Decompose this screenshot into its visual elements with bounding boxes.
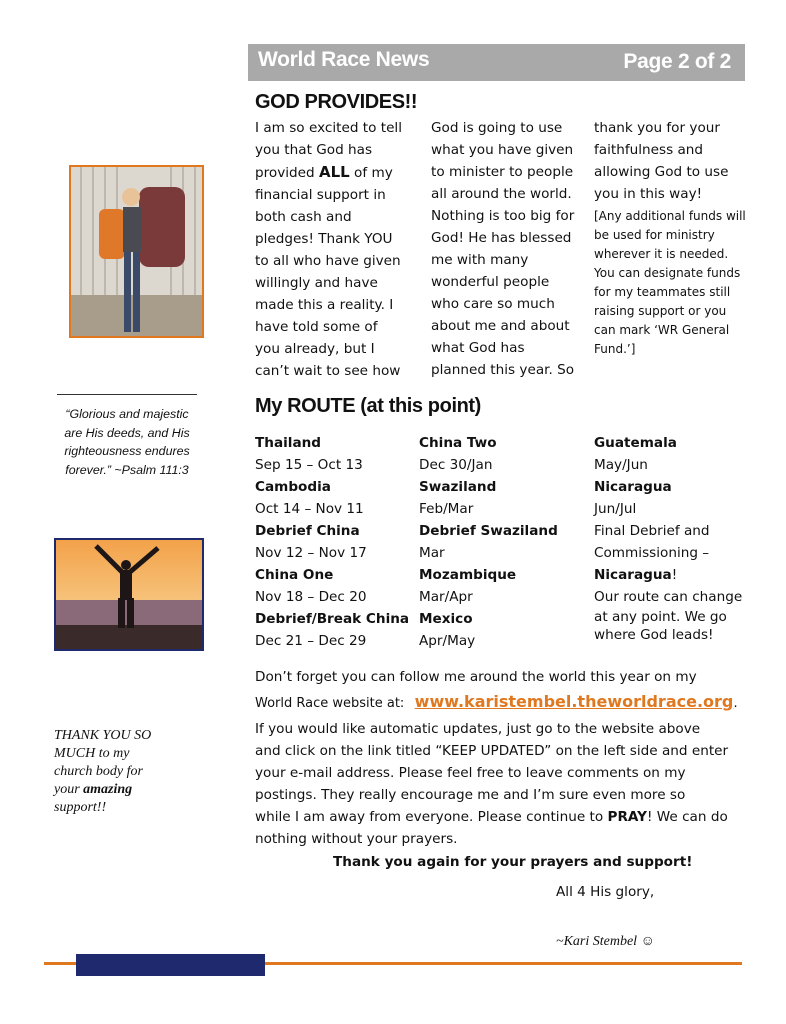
sunset-photo — [54, 538, 204, 651]
amazing-emphasis: amazing — [83, 782, 133, 797]
route-change-note: Our route can change at any point. We go where God leads! — [594, 589, 743, 643]
pray-emphasis: PRAY — [607, 809, 647, 825]
god-provides-col2: God is going to use what you have given to minister to people all around the world. Nothing is too big for God! He has blessed me with many wonderful people who care so much about me and about what God has planned this year. So — [431, 120, 575, 378]
sidebar-divider — [57, 394, 197, 395]
follow-section: Don’t forget you can follow me around the world this year on my World Race website at: www.karistembel.theworldrace.org. If you would like automatic updates, just go to the website above and click on the link titled “KEEP UPDATED” on the left side and enter your e-mail address. Please feel free to leave comments on my postings. They really encourage me and I’m sure even more so while I am away from everyone. Please continue to PRAY! We can do nothing without your prayers. — [255, 669, 738, 847]
amazing-line: your amazing — [54, 782, 133, 797]
god-provides-col3: thank you for your faithfulness and allowing God to use you in this way! [Any additional funds will be used for ministry wherever it is needed. You can designate funds for my teammates still raising support or you can mark ‘WR General Fund.’] — [594, 117, 754, 359]
psalm-quote: “Glorious and majestic are His deeds, and His righteousness endures forever.” ~Psalm 111:3 — [64, 407, 190, 477]
page-number: Page 2 of 2 — [623, 50, 731, 73]
signature: ~Kari Stembel ☺ — [556, 934, 655, 949]
route-col1: Thailand Sep 15 – Oct 13 Cambodia Oct 14 – Nov 11 Debrief China Nov 12 – Nov 17 China One Nov 18 – Dec 20 Debrief/Break China Dec 21 – Dec 29 — [255, 435, 410, 649]
god-provides-heading: GOD PROVIDES!! — [255, 91, 418, 113]
church-thanks-note: THANK YOU SO MUCH to my church body for your amazing support!! — [54, 727, 204, 817]
route-heading: My ROUTE (at this point) — [255, 395, 481, 417]
website-link[interactable]: www.karistembel.theworldrace.org — [414, 692, 734, 711]
traveler-photo-image — [71, 167, 202, 336]
sunset-photo-image — [56, 540, 202, 649]
closing-salutation: All 4 His glory, — [556, 884, 655, 900]
header-bar — [248, 44, 745, 81]
all-emphasis: ALL — [319, 163, 350, 181]
god-provides-col1: I am so excited to tell you that God has provided ALL of my financial support in both cash and pledges! Thank YOU to all who have given willingly and have made this a reality. I have told some of you already, but I can’t wait to see how — [255, 117, 425, 382]
route-col3: Guatemala May/Jun Nicaragua Jun/Jul Final Debrief and Commissioning – Nicaragua! Our route can change at any point. We go where God leads! — [594, 432, 764, 644]
provided-all-line: provided ALL of my — [255, 163, 393, 181]
traveler-photo — [69, 165, 204, 338]
newsletter-title: World Race News — [258, 48, 430, 71]
closing-thanks: Thank you again for your prayers and support! — [333, 854, 693, 870]
route-col2: China Two Dec 30/Jan Swaziland Feb/Mar Debrief Swaziland Mar Mozambique Mar/Apr Mexico Apr/May — [419, 435, 558, 649]
additional-funds-note: [Any additional funds will be used for ministry wherever it is needed. You can designate funds for my teammates still raising support or you can mark ‘WR General Fund.’] — [594, 209, 746, 356]
footer-navy-block — [76, 954, 265, 976]
